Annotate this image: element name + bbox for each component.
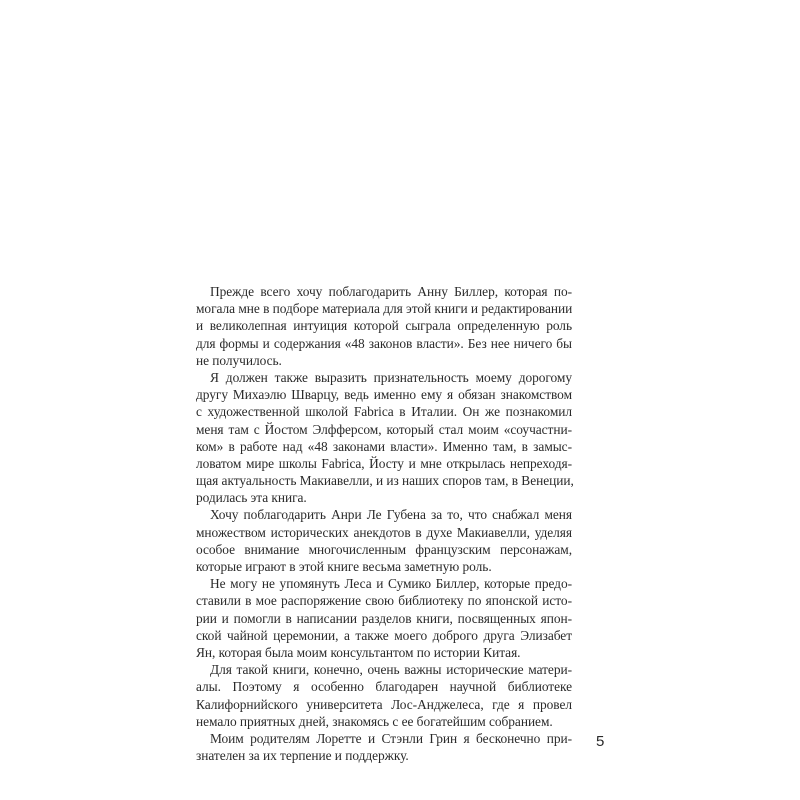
text-line: множеством исторических анекдотов в духе Макиавелли, уделяя [196,524,572,540]
acknowledgements-text [196,283,572,764]
text-line: с художественной школой Fabrica в Италии. Он же познакомил [196,404,572,420]
text-line: Хочу поблагодарить Анри Ле Губена за то, что снабжал меня [210,507,572,523]
text-line: Я должен также выразить признательность моему дорогому [210,369,572,385]
text-line: ловатом мире школы Fabrica, Йосту и мне открылась непреходя- [196,455,572,471]
paragraph-3 [196,506,572,575]
text-line: которые играют в этой книге весьма заметную роль. [196,559,492,574]
text-line: Калифорнийского университета Лос-Анджелеса, где я провел [196,696,572,712]
text-line: родилась эта книга. [196,490,307,506]
text-line: алы. Поэтому я особенно благодарен научной библиотеке [196,679,572,695]
text-line: Ян, которая была моим консультантом по истории Китая. [196,644,521,660]
paragraph-6 [196,730,572,764]
text-line: Для такой книги, конечно, очень важны исторические матери- [210,662,572,678]
text-line: могала мне в подборе материала для этой книги и редактировании [196,301,573,317]
text-line: ком» в работе над «48 законами власти». Именно там, в замыс- [196,438,572,454]
text-line: не получилось. [196,352,282,368]
text-line: другу Михаэлю Шварцу, ведь именно ему я обязан знакомством [196,387,572,403]
text-line: Не могу не упомянуть Леса и Сумико Биллер, которые предо- [210,576,572,592]
text-line: Прежде всего хочу поблагодарить Анну Биллер, которая по- [210,284,572,299]
text-line: ставили в мое распоряжение свою библиотеку по японской исто- [196,593,572,609]
text-line: и великолепная интуиция которой сыграла определенную роль [196,318,572,334]
text-line: щая актуальность Макиавелли, и из наших споров там, в Венеции, [196,473,574,489]
paragraph-4 [196,575,572,661]
text-line: Моим родителям Лоретте и Стэнли Грин я бесконечно при- [210,730,572,746]
text-line: особое внимание многочисленным французским персонажам, [196,541,572,557]
paragraph-1 [196,283,572,369]
page-number: 5 [596,733,605,750]
text-line: для формы и содержания «48 законов власти». Без нее ничего бы [196,335,572,351]
text-line: меня там с Йостом Элфферсом, который стал моим «соучастни- [196,421,572,437]
text-line: знателен за их терпение и поддержку. [196,748,409,764]
text-line: ской чайной церемонии, а также моего доброго друга Элизабет [196,627,572,643]
text-line: немало приятных дней, знакомясь с ее богатейшим собранием. [196,713,553,729]
paragraph-2 [196,369,572,507]
paragraph-5 [196,661,572,730]
text-line: рии и помогли в написании разделов книги, посвященных япон- [196,610,572,626]
